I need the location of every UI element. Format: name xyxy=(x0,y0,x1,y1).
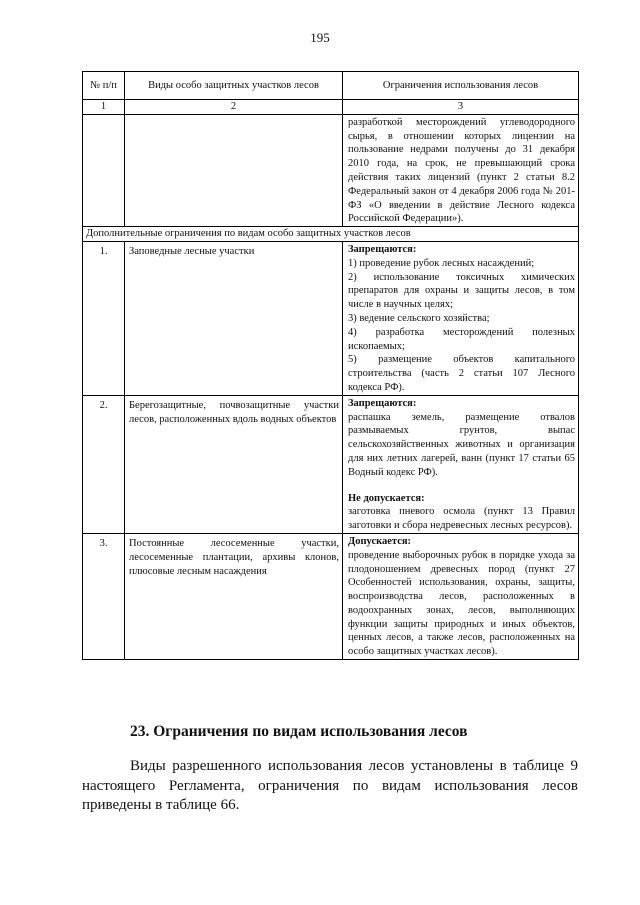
restriction-text: 2) использование токсичных химических препаратов для охраны и защиты лесов, в том числе в научных целях; xyxy=(348,271,575,311)
restriction-text: заготовка пневого осмола (пункт 13 Правил заготовки и сбора недревесных лесных ресурсов). xyxy=(348,506,575,532)
restriction-label: Не допускается: xyxy=(348,492,425,504)
protected-area-kind: Берегозащитные, почвозащитные участки лесов, расположенных вдоль водных объектов xyxy=(125,395,343,533)
page-number: 195 xyxy=(310,30,330,45)
table-cell xyxy=(83,114,125,226)
header-restrictions: Ограничения использования лесов xyxy=(343,72,579,100)
additional-restrictions-heading: Дополнительные ограничения по видам особо защитных участков лесов xyxy=(83,227,579,242)
header-kinds: Виды особо защитных участков лесов xyxy=(125,72,343,100)
continuation-text: разработкой месторождений углеводородного сырья, в отношении которых лицензии на пользование недрами получены до 31 декабря 2010 года, на срок, не превышающий срока действия таких лицензий (пункт 2 статьи 8.2 Федеральный закон от 4 декабря 2006 года № 201-ФЗ «О введении в действие Лесного кодекса Российской Федерации»). xyxy=(343,114,579,226)
column-number: 1 xyxy=(83,100,125,115)
table-header-row xyxy=(83,72,579,100)
section-paragraph: Виды разрешенного использования лесов установлены в таблице 9 настоящего Регламента, ограничения по видам использования лесов приведены в таблице 66. xyxy=(82,758,578,813)
restrictions-cell xyxy=(343,395,579,533)
restriction-text: 5) размещение объектов капитального строительства (часть 2 статьи 107 Лесного кодекса РФ). xyxy=(348,354,575,393)
restrictions-cell xyxy=(343,533,579,659)
restrictions-table xyxy=(82,71,579,660)
table-cell xyxy=(125,114,343,226)
header-num: № п/п xyxy=(83,72,125,100)
restrictions-cell xyxy=(343,241,579,395)
protected-area-kind: Заповедные лесные участки xyxy=(125,241,343,395)
restriction-text: 3) ведение сельского хозяйства; xyxy=(348,312,490,324)
table-row xyxy=(83,395,579,533)
row-number: 3. xyxy=(83,533,125,659)
column-number: 3 xyxy=(343,100,579,115)
protected-area-kind: Постоянные лесосеменные участки, лесосеменные плантации, архивы клонов, плюсовые лесным насаждения xyxy=(125,533,343,659)
restriction-text: распашка земель, размещение отвалов размываемых грунтов, выпас сельскохозяйственных животных и организация для них летних лагерей, ванн (пункт 17 статьи 65 Водный кодекс РФ). xyxy=(348,411,575,478)
column-number-row xyxy=(83,100,579,115)
additional-restrictions-row xyxy=(83,227,579,242)
continuation-row xyxy=(83,114,579,226)
section-heading: 23. Ограничения по видам использования лесов xyxy=(130,723,468,740)
row-number: 2. xyxy=(83,395,125,533)
table-row xyxy=(83,241,579,395)
table-body xyxy=(83,241,579,659)
row-number: 1. xyxy=(83,241,125,395)
restriction-text: проведение выборочных рубок в порядке ухода за плодоношением древесных пород (пункт 27 Особенностей использования, охраны, защиты, воспроизводства лесов, расположенных в водоохранных зонах, лесов, выполняющих функции защиты природных и иных объектов, ценных лесов, а также лесов, расположенных на особо защитных участках лесов). xyxy=(348,549,575,658)
restriction-label: Запрещаются: xyxy=(348,397,417,409)
restriction-label: Запрещаются: xyxy=(348,243,417,255)
column-number: 2 xyxy=(125,100,343,115)
restriction-label: Допускается: xyxy=(348,535,412,547)
restriction-text xyxy=(348,480,575,492)
table-row xyxy=(83,533,579,659)
restriction-text: 4) разработка месторождений полезных ископаемых; xyxy=(348,326,575,352)
restriction-text: 1) проведение рубок лесных насаждений; xyxy=(348,257,535,269)
